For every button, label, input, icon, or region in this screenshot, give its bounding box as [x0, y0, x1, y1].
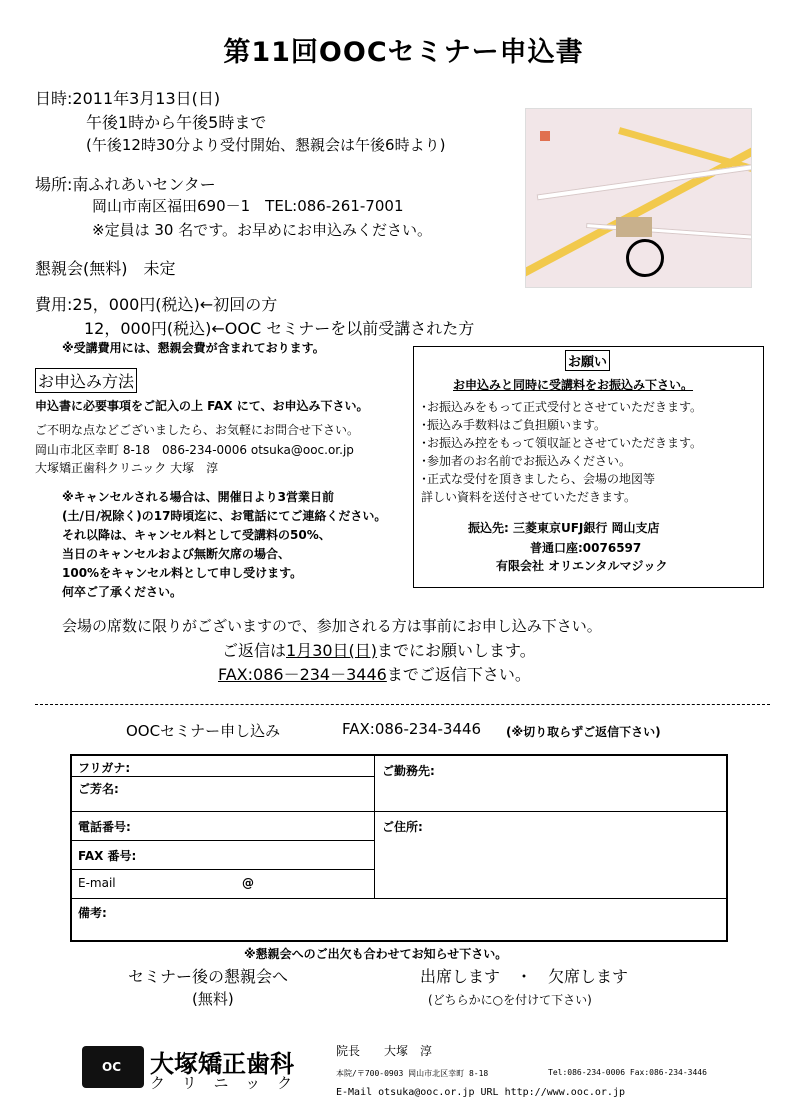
attendance-note: ※懇親会へのご出欠も合わせてお知らせ下さい。	[244, 947, 508, 961]
schedule-date-value: 2011年3月13日(日)	[72, 89, 221, 108]
schedule-time: 午後1時から午後5時まで	[86, 113, 267, 132]
howto-title: お申込み方法	[35, 368, 137, 393]
cancel-line: 当日のキャンセルおよび無断欠席の場合、	[62, 547, 291, 561]
venue-capacity: ※定員は 30 名です。お早めにお申込みください。	[92, 221, 432, 239]
notice-item: ･振込み手数料はご負担願います。	[421, 418, 607, 432]
bank-account: 普通口座:0076597	[530, 541, 642, 555]
reply-deadline-pre: ご返信は	[222, 641, 287, 660]
clinic-tel: Tel:086-234-0006 Fax:086-234-3446	[548, 1068, 707, 1077]
notice-heading: お申込みと同時に受講料をお振込み下さい。	[453, 378, 694, 392]
clinic-logo-text: OC	[102, 1060, 122, 1074]
form-title: OOCセミナー申し込み	[126, 722, 281, 740]
notice-item: ･お振込みをもって正式受付とさせていただきます。	[421, 400, 703, 414]
cancel-line: 何卒ご了承ください。	[62, 585, 183, 599]
cancel-line: ※キャンセルされる場合は、開催日より3営業日前	[62, 490, 335, 504]
fee-line2: 12，000円(税込)←OOC セミナーを以前受講された方	[84, 319, 475, 338]
workplace-field[interactable]: ご勤務先:	[382, 764, 435, 778]
venue-name	[35, 172, 216, 195]
remarks-field[interactable]: 備考:	[78, 906, 107, 920]
clinic-logo	[82, 1046, 144, 1088]
cancel-line: (土/日/祝除く)の17時頃迄に、お電話にてご連絡ください。	[62, 509, 387, 523]
fee-line1-value: 25，000円(税込)←初回の方	[72, 295, 278, 314]
email-field[interactable]: E-mail	[78, 876, 116, 890]
fax-field[interactable]: FAX 番号:	[78, 849, 137, 863]
notice-item: ･参加者のお名前でお振込みください。	[421, 454, 632, 468]
furigana-field[interactable]: フリガナ:	[78, 761, 131, 775]
clinic-name: 大塚矯正歯科	[150, 1050, 294, 1078]
cancel-line: 100%をキャンセル料として申し受けます。	[62, 566, 303, 580]
notice-item: ･お振込み控をもって領収証とさせていただきます。	[421, 436, 703, 450]
cancel-line: それ以降は、キャンセル料として受講料の50%、	[62, 528, 331, 542]
name-field[interactable]: ご芳名:	[78, 782, 119, 796]
email-at: @	[242, 876, 254, 890]
notice-title: お願い	[565, 350, 610, 371]
phone-field[interactable]: 電話番号:	[78, 820, 131, 834]
attendance-options[interactable]: 出席します ・ 欠席します	[420, 967, 629, 986]
reply-deadline-post: までにお願いします。	[377, 641, 536, 660]
schedule-label: 日時:	[35, 89, 73, 108]
fee-line1	[35, 292, 277, 315]
reply-fax-number: FAX:086－234－3446	[218, 665, 387, 684]
reply-fax	[218, 662, 531, 685]
howto-line2: ご不明な点などございましたら、お気軽にお問合せ下さい。	[35, 423, 360, 437]
schedule-note: (午後12時30分より受付開始、懇親会は午後6時より)	[86, 136, 446, 154]
notice-item: ･正式な受付を頂きましたら、会場の地図等	[421, 472, 656, 486]
venue-address: 岡山市南区福田690－1 TEL:086-261-7001	[92, 197, 404, 215]
address-field[interactable]: ご住所:	[382, 820, 423, 834]
application-form	[70, 754, 728, 942]
clinic-email-url[interactable]: E-Mail otsuka@ooc.or.jp URL http://www.ooc.or.jp	[336, 1087, 625, 1098]
reply-fax-post: までご返信下さい。	[386, 665, 531, 684]
party-info: 懇親会(無料) 未定	[35, 259, 176, 278]
fee-label: 費用:	[35, 295, 73, 314]
attendance-label: セミナー後の懇親会へ	[128, 967, 289, 986]
venue-label: 場所:	[35, 175, 73, 194]
reply-deadline	[222, 638, 536, 661]
venue-location-marker	[626, 239, 664, 277]
form-fax-note: (※切り取らずご返信下さい)	[506, 725, 661, 739]
venue-map	[525, 108, 752, 288]
howto-line1: 申込書に必要事項をご記入の上 FAX にて、お申込み下さい。	[35, 399, 369, 413]
fee-note: ※受講費用には、懇親会費が含まれております。	[62, 341, 325, 355]
attendance-hint: (どちらかに○を付けて下さい)	[428, 993, 592, 1007]
clinic-kana: ク リ ニ ッ ク	[150, 1074, 299, 1092]
form-fax: FAX:086-234-3446	[342, 720, 482, 738]
bank-company: 有限会社 オリエンタルマジック	[496, 559, 668, 573]
howto-line4: 大塚矯正歯科クリニック 大塚 淳	[35, 461, 219, 475]
schedule-date	[35, 86, 220, 109]
cut-line	[35, 704, 770, 705]
clinic-director: 院長 大塚 淳	[336, 1044, 433, 1058]
seat-notice: 会場の席数に限りがございますので、参加される方は事前にお申し込み下さい。	[62, 617, 602, 635]
howto-line3: 岡山市北区幸町 8-18 086-234-0006 otsuka@ooc.or.jp	[35, 443, 354, 457]
reply-deadline-date: 1月30日(日)	[286, 641, 378, 660]
page-title: 第11回OOCセミナー申込書	[223, 37, 584, 68]
clinic-address: 本院/〒700-0903 岡山市北区幸町 8-18	[336, 1069, 489, 1078]
attendance-free: (無料)	[192, 990, 234, 1008]
notice-item: 詳しい資料を送付させていただきます。	[421, 490, 637, 504]
venue-name-value: 南ふれあいセンター	[72, 175, 216, 194]
bank-info: 振込先: 三菱東京UFJ銀行 岡山支店	[468, 521, 660, 535]
